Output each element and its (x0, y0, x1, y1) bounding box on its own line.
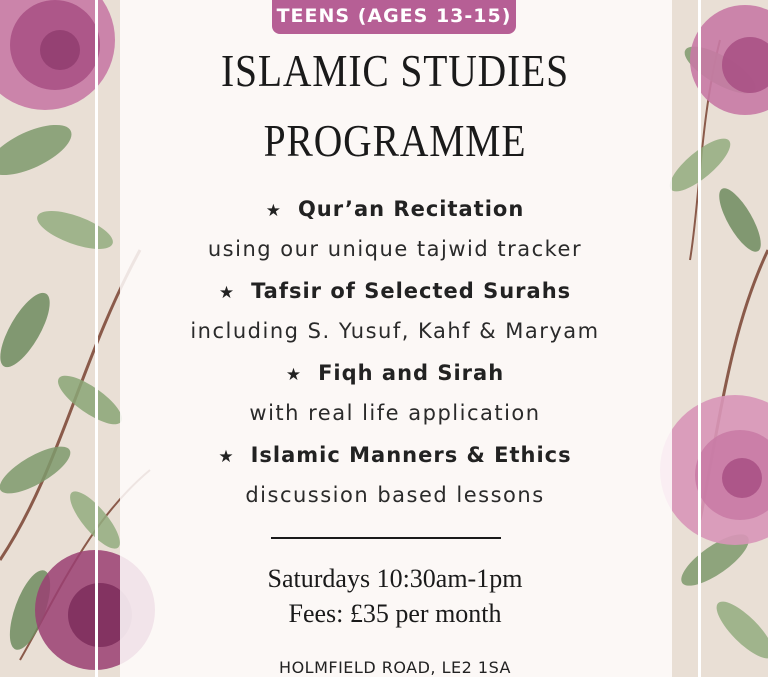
title-line-2: PROGRAMME (263, 115, 527, 166)
star-icon: ★ (265, 201, 282, 221)
item-desc-manners: discussion based lessons (245, 483, 545, 507)
frame-line-left (95, 0, 98, 677)
item-title-manners (130, 441, 660, 471)
item-title-text: Qur’an Recitation (297, 197, 525, 221)
star-icon: ★ (218, 447, 235, 467)
schedule-time: Saturdays 10:30am-1pm (267, 564, 523, 593)
title-line-1: ISLAMIC STUDIES (220, 45, 570, 96)
item-title-text: Fiqh and Sirah (318, 361, 505, 385)
star-icon: ★ (285, 365, 303, 385)
item-title-text: Tafsir of Selected Surahs (251, 279, 572, 303)
frame-line-right (698, 0, 701, 677)
divider (271, 537, 501, 539)
item-title-tafsir (130, 277, 660, 307)
item-desc-tafsir: including S. Yusuf, Kahf & Maryam (190, 319, 600, 343)
item-title-quran (130, 195, 660, 225)
item-title-fiqh (130, 359, 660, 389)
item-desc-quran: using our unique tajwid tracker (207, 237, 583, 261)
age-group-badge: TEENS (AGES 13-15) (272, 0, 516, 34)
star-icon: ★ (218, 283, 236, 303)
address: HOLMFIELD ROAD, LE2 1SA (279, 658, 511, 677)
schedule-fees: Fees: £35 per month (288, 599, 502, 628)
item-title-text: Islamic Manners & Ethics (250, 443, 572, 467)
item-desc-fiqh: with real life application (249, 401, 541, 425)
